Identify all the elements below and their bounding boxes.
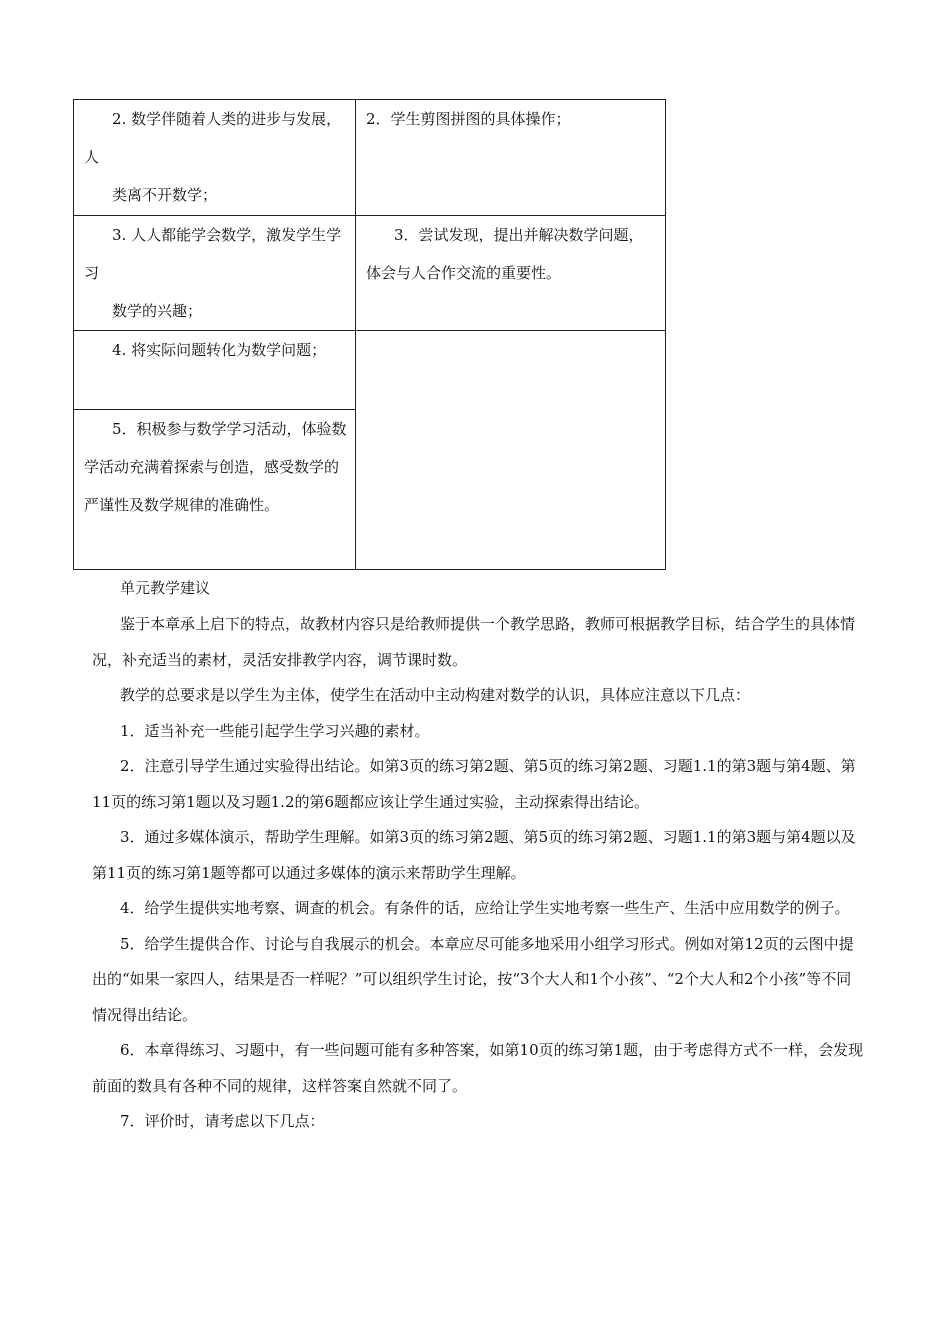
table-cell [74,100,356,216]
table-row [74,100,666,216]
cell-text: 3. 人人都能学会数学，激发学生学习 [84,226,342,282]
section-heading: 单元教学建议 [120,579,211,597]
cell-text: 2. 数学伴随着人类的进步与发展，人 [84,110,342,166]
table-cell [74,410,356,570]
paragraph: 鉴于本章承上启下的特点，故教材内容只是给教师提供一个教学思路，教师可根据教学目标，结合学生的具体情况，补充适当的素材，灵活安排教学内容，调节课时数。 [92,615,856,669]
table-row [74,331,666,410]
table-cell-empty [356,331,666,570]
teaching-suggestions [92,573,864,1140]
cell-text: 5．积极参与数学学习活动，体验数学活动充满着探索与创造，感受数学的严谨性及数学规律的准确性。 [84,420,347,514]
cell-text: 数学的兴趣； [112,302,203,320]
table-cell [74,331,356,410]
list-item: 7．评价时，请考虑以下几点： [120,1112,325,1130]
table-row [74,216,666,331]
list-item: 4．给学生提供实地考察、调查的机会。有条件的话，应给让学生实地考察一些生产、生活中应用数学的例子。 [120,899,850,917]
table-cell [74,216,356,331]
list-item: 3．通过多媒体演示，帮助学生理解。如第3页的练习第2题、第5页的练习第2题、习题1.1的第3题与第4题以及第11页的练习第1题等都可以通过多媒体的演示来帮助学生理解。 [92,828,856,882]
list-item: 2．注意引导学生通过实验得出结论。如第3页的练习第2题、第5页的练习第2题、习题1.1的第3题与第4题、第11页的练习第1题以及习题1.2的第6题都应该让学生通过实验，主动探索得出结论。 [92,757,856,811]
cell-text: 2．学生剪图拼图的具体操作； [366,110,571,128]
objectives-table [73,99,666,570]
list-item: 1．适当补充一些能引起学生学习兴趣的素材。 [120,721,430,740]
table-cell [356,100,666,216]
cell-text: 3．尝试发现，提出并解决数学问题，体会与人合作交流的重要性。 [366,226,644,282]
cell-text: 类离不开数学； [112,186,218,204]
table-cell [356,216,666,331]
list-item: 6．本章得练习、习题中，有一些问题可能有多种答案，如第10页的练习第1题，由于考虑得方式不一样，会发现前面的数具有各种不同的规律，这样答案自然就不同了。 [92,1041,864,1095]
cell-text: 4. 将实际问题转化为数学问题； [112,341,327,359]
paragraph: 教学的总要求是以学生为主体，使学生在活动中主动构建对数学的认识，具体应注意以下几点： [120,686,751,704]
list-item: 5．给学生提供合作、讨论与自我展示的机会。本章应尽可能多地采用小组学习形式。例如对第12页的云图中提出的“如果一家四人，结果是否一样呢？”可以组织学生讨论，按“3个大人和1个小孩”、“2个大人和2个小孩”等不同情况得出结论。 [92,934,854,1024]
